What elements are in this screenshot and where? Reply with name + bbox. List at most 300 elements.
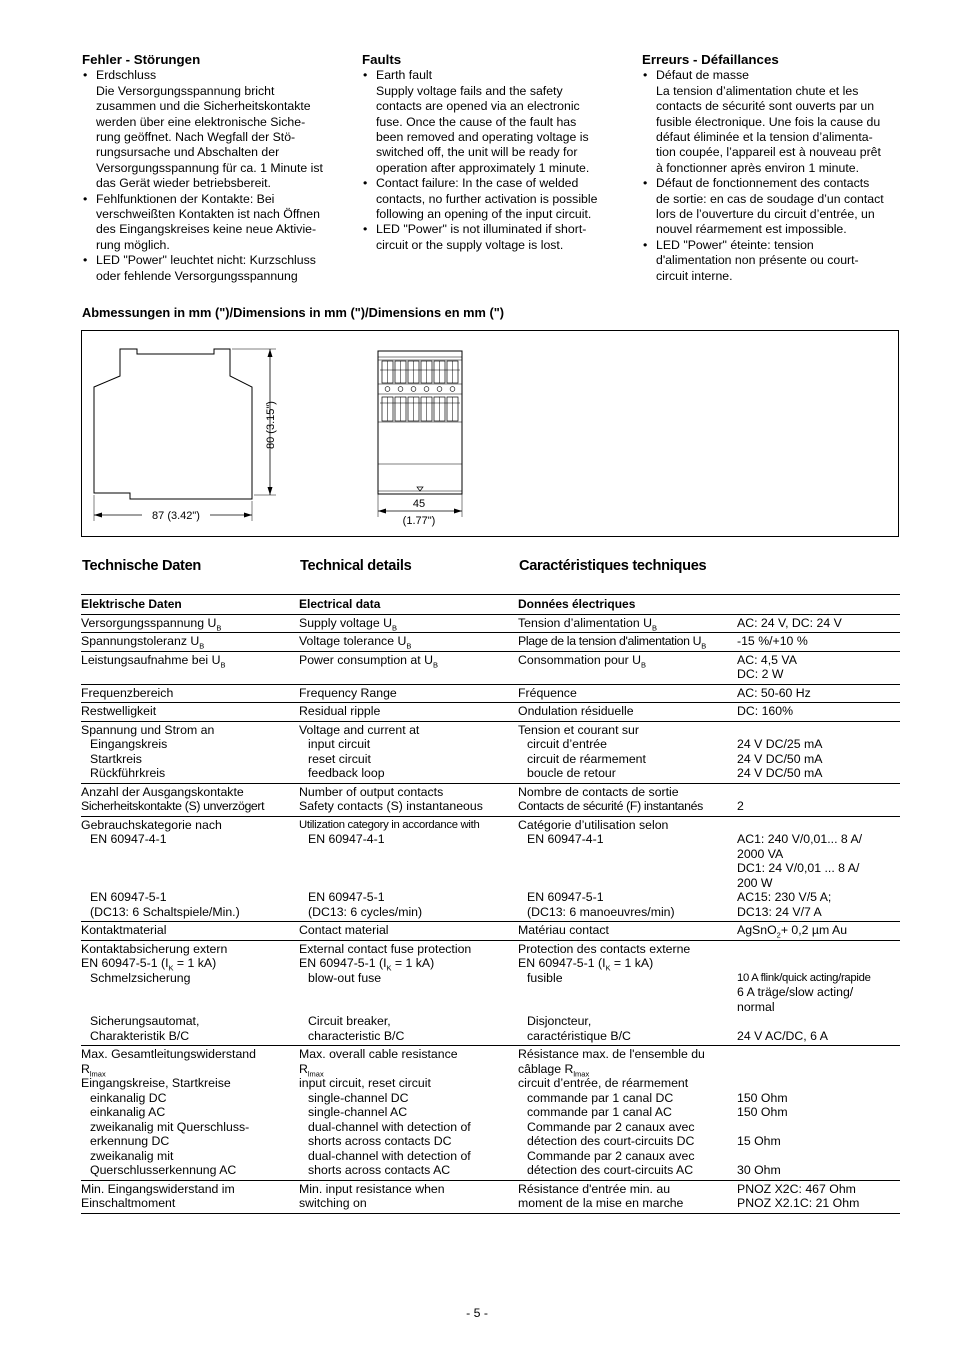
dimensions-title: Abmessungen in mm (")/Dimensions in mm (")/Dimensions en mm (") [82,305,505,320]
subscript: K [168,963,174,973]
fault-item-heading: • LED "Power" éteinte: tension [656,237,814,252]
cell-line: DC1: 24 V/0,01 ... 8 A/ [737,861,860,875]
faults-column-de [82,52,352,284]
cell-line: erkennung DC [90,1134,170,1148]
cell-line: Leistungsaufnahme bei $U_B$ [81,652,226,669]
cell-line [518,847,737,862]
cell-line: normal [737,999,775,1014]
table-cell [81,816,299,922]
dimension-drawing-svg [82,331,900,538]
cell-line: EN 60947-5-1 ($I_K = 1$ kA) [81,956,217,973]
cell-line [299,861,518,876]
table-cell [299,651,518,684]
dimensions-drawing [81,330,899,537]
technical-data-table [81,594,900,1214]
cell-line: circuit de réarmement [527,751,646,766]
cell-line: Voltage tolerance $U_B$ [299,634,412,651]
fault-item-text: fuse. Once the cause of the fault has [376,114,577,129]
cell-line: PNOZ X2.1C: 21 Ohm [737,1196,860,1210]
cell-line [81,1000,299,1015]
cell-line [737,1149,900,1164]
cell-line: 24 V AC/DC, 6 A [737,1028,828,1043]
cell-line: Tension d’alimentation $U_B$ [518,615,657,632]
cell-line: Min. Eingangswiderstand im [81,1181,235,1196]
table-row [81,721,900,783]
page-number: - 5 - [466,1306,488,1320]
cell-line [518,985,737,1000]
cell-line: commande par 1 canal AC [527,1105,672,1119]
cell-line: 30 Ohm [737,1163,781,1177]
table-cell [737,940,900,1046]
fault-item-heading: • Défaut de fonctionnement des contacts [656,176,870,191]
table-cell [81,721,299,783]
fault-item-text: following an opening of the input circuit. [376,207,592,222]
table-cell [518,651,737,684]
fault-item [362,222,632,253]
fault-item-text: circuit or the supply voltage is lost. [376,237,564,252]
cell-line: Startkreis [90,751,142,766]
fault-item-heading: • Earth fault [376,68,433,83]
cell-line: AC15: 230 V/5 A; [737,890,832,904]
cell-line [299,985,518,1000]
subscript: B [406,641,412,651]
fault-item-text: contacts de sécurité sont ouverts par un [656,99,875,114]
table-row [81,684,900,703]
fault-item-text: switched off, the unit will be ready for [376,145,578,160]
table-header-row [81,595,900,615]
fault-item [82,68,352,191]
subscript: K [605,963,611,973]
table-cell [81,922,299,941]
cell-line: $R_{lmax}$ [81,1061,106,1078]
fault-item-text: rungsursache und Abschalten der [96,145,280,160]
table-cell [737,703,900,722]
table-cell [518,684,737,703]
fault-item-text: de sortie: en cas de soudage d’un contact [656,191,884,206]
cell-line: EN 60947-5-1 ($I_K = 1$ kA) [299,956,435,973]
cell-line: Sicherheitskontakte (S) unverzögert [81,799,265,813]
fault-item-text: Die Versorgungsspannung bricht [96,83,275,98]
cell-line: détection des court-circuits AC [527,1163,694,1177]
cell-line [737,1062,900,1077]
cell-line: EN 60947-5-1 [527,890,604,904]
table-row [81,614,900,633]
cell-line: Spannungstoleranz $U_B$ [81,634,205,651]
cell-line: Electrical data [299,597,381,611]
cell-line: single-channel DC [308,1090,409,1105]
cell-line: einkanalig DC [90,1090,167,1105]
top-terminals [380,361,460,383]
table-cell [299,684,518,703]
cell-line: EN 60947-5-1 ($I_K = 1$ kA) [518,956,654,973]
fault-item-text: zusammen und die Sicherheitskontakte [96,99,311,114]
subscript: B [220,659,226,669]
table-cell [299,614,518,633]
subscript: lmax [307,1068,324,1078]
cell-line: Spannung und Strom an [81,722,215,737]
cell-line: AC1: 240 V/0,01... 8 A/ [737,832,863,846]
fault-item-text: défaut éliminée et la tension d’alimenta- [656,130,873,145]
technical-data-body [81,595,900,1214]
width-dimension-label: 45 [412,498,426,510]
subscript: B [216,622,222,632]
table-cell [518,595,737,615]
fault-item-text: contacts are opened via an electronic [376,99,580,114]
cell-line: AC: 50-60 Hz [737,685,811,700]
cell-line [737,1076,900,1091]
cell-line: EN 60947-5-1 [308,890,385,904]
table-cell [518,614,737,633]
cell-line: 15 Ohm [737,1134,781,1148]
cell-line: blow-out fuse [308,970,382,985]
cell-line: AgSnO$_2$+ 0,2 µm Au [737,923,848,940]
fault-item [362,68,632,176]
cell-line: Rückführkreis [90,766,166,780]
table-cell [81,633,299,652]
cell-line: $R_{lmax}$ [299,1061,324,1078]
fault-item-text: contacts, no further activation is possible [376,191,598,206]
subscript: lmax [573,1068,590,1078]
table-cell [81,651,299,684]
housing-front-view [378,351,462,494]
table-cell [81,614,299,633]
cell-line [81,861,299,876]
fault-item-heading: • Erdschluss [96,68,157,83]
cell-line: (DC13: 6 manoeuvres/min) [527,904,675,919]
cell-line: shorts across contacts DC [308,1134,452,1148]
fault-item-text: circuit interne. [656,268,733,283]
cell-line: zweikanalig mit Querschluss- [90,1119,250,1134]
cell-line [81,876,299,891]
table-row [81,816,900,922]
subscript: B [651,622,657,632]
cell-line [81,847,299,862]
cell-line: EN 60947-4-1 [527,832,604,846]
table-cell [81,595,299,615]
cell-line: Plage de la tension d'alimentation $U_B$ [518,634,706,651]
cell-line: Utilization category in accordance with [299,818,480,831]
table-row [81,922,900,941]
cell-line: Max. overall cable resistance [299,1047,458,1061]
fault-item-text: nouvel réarmement est impossible. [656,222,847,237]
table-cell [737,651,900,684]
subscript: 2 [776,930,781,940]
cell-line: commande par 1 canal DC [527,1090,674,1105]
subscript: B [391,622,397,632]
height-dimension-label: 80 (3.15") [265,401,277,449]
fault-item [82,253,352,284]
depth-dimension-label: 87 (3.42") [152,510,200,522]
cell-line: Commande par 2 canaux avec [527,1119,695,1134]
cell-line: Supply voltage $U_B$ [299,615,397,632]
fault-item-heading: • Fehlfunktionen der Kontakte: Bei [96,191,275,206]
cell-line: moment de la mise en marche [518,1196,684,1210]
cell-line: 10 A flink/quick acting/rapide [737,971,871,984]
cell-line: Ondulation résiduelle [518,704,634,718]
cell-line: Circuit breaker, [308,1014,391,1028]
cell-line: einkanalig AC [90,1105,166,1119]
fault-item-text: lors de l’ouverture du circuit d’entrée, un [656,207,875,222]
table-cell [81,1180,299,1213]
subscript: lmax [89,1068,106,1078]
faults-title-fr: Erreurs - Défaillances [642,52,779,67]
cell-line: Fréquence [518,685,577,700]
cell-line: shorts across contacts AC [308,1163,451,1177]
fault-item-text: rung geöffnet. Nach Wegfall der Stö- [96,130,296,145]
fault-item-text: verschweißten Kontakten ist nach Öffnen [96,207,320,222]
table-cell [81,1046,299,1181]
fault-item [642,176,912,238]
cell-line: 24 V DC/50 mA [737,751,823,766]
cell-line: Einschaltmoment [81,1196,176,1210]
cell-line: Querschlusserkennung AC [90,1163,237,1177]
cell-line: Kontaktabsicherung extern [81,941,228,956]
tech-title-de: Technische Daten [82,558,202,574]
faults-list-fr [642,68,912,284]
cell-line: Residual ripple [299,704,381,718]
cell-line: Consommation pour $U_B$ [518,652,647,669]
cell-line: Contacts de sécurité (F) instantanés [518,799,703,813]
cell-line: AC: 24 V, DC: 24 V [737,615,842,630]
subscript: B [701,641,706,651]
cell-line [737,723,900,738]
fault-item-text: d'alimentation non présente ou court- [656,253,859,268]
cell-line: EN 60947-5-1 [90,890,167,904]
table-cell [81,703,299,722]
cell-line: DC: 160% [737,704,794,718]
table-cell [81,684,299,703]
cell-line: Frequency Range [299,685,397,700]
cell-line: Frequenzbereich [81,685,174,700]
cell-line: 6 A träge/slow acting/ [737,985,854,999]
faults-list-de [82,68,352,284]
cell-line: input circuit [308,737,371,751]
cell-line [299,876,518,891]
cell-line: Number of output contacts [299,784,444,799]
cell-line: détection des court-circuits DC [527,1134,695,1148]
fault-item-text: operation after approximately 1 minute. [376,160,590,175]
cell-line: characteristic B/C [308,1028,405,1043]
cell-line: 200 W [737,875,773,890]
cell-line: caractéristique B/C [527,1028,631,1043]
cell-line [737,942,900,957]
cell-line: dual-channel with detection of [308,1148,471,1163]
cell-line: 150 Ohm [737,1090,788,1105]
fault-item-text: à fonctionner après environ 1 minute. [656,160,860,175]
terminal-screws [385,387,455,392]
fault-item-heading: • LED "Power" is not illuminated if short- [376,222,587,237]
cell-line: Sicherungsautomat, [90,1014,200,1028]
table-cell [299,940,518,1046]
cell-line [299,847,518,862]
cell-line: feedback loop [308,766,385,780]
cell-line: Kontaktmaterial [81,923,167,937]
cell-line: DC13: 24 V/7 A [737,904,822,919]
cell-line: dual-channel with detection of [308,1119,471,1134]
table-cell [737,633,900,652]
faults-title-en: Faults [362,52,402,67]
cell-line: circuit d’entrée, de réarmement [518,1076,689,1090]
table-cell [299,816,518,922]
table-cell [518,816,737,922]
cell-line: Anzahl der Ausgangskontakte [81,784,244,799]
cell-line: Catégorie d’utilisation selon [518,817,669,832]
cell-line: Disjoncteur, [527,1014,592,1028]
fault-item-text: been removed and operating voltage is [376,130,589,145]
cell-line: switching on [299,1196,367,1210]
housing-side-view [94,349,252,499]
cell-line: Max. Gesamtleitungswiderstand [81,1047,256,1061]
table-cell [299,595,518,615]
table-cell [518,1046,737,1181]
fault-item [362,176,632,222]
cell-line: Versorgungsspannung $U_B$ [81,615,222,632]
cell-line: reset circuit [308,751,371,766]
fault-item-text: rung möglich. [96,237,170,252]
cell-line: circuit d’entrée [527,737,607,751]
cell-line: 2000 VA [737,846,784,861]
table-cell [299,703,518,722]
cell-line: câblage $R_{lmax}$ [518,1061,590,1078]
fault-item-text: Versorgungsspannung für ca. 1 Minute ist [96,160,323,175]
subscript: B [199,641,205,651]
cell-line: Résistance d'entrée min. au [518,1181,671,1196]
cell-line: 2 [737,799,744,813]
table-cell [737,1180,900,1213]
cell-line: boucle de retour [527,766,616,780]
faults-title-de: Fehler - Störungen [82,52,201,67]
table-cell [737,922,900,941]
cell-line: Contact material [299,923,389,937]
table-cell [737,595,900,615]
cell-line [737,597,900,612]
table-row [81,633,900,652]
cell-line: Résistance max. de l'ensemble du [518,1047,705,1061]
cell-line: (DC13: 6 Schaltspiele/Min.) [90,904,240,919]
table-cell [518,922,737,941]
cell-line: Gebrauchskategorie nach [81,817,222,832]
cell-line: Charakteristik B/C [90,1028,190,1043]
fault-item-text: Supply voltage fails and the safety [376,83,563,98]
cell-line: Voltage and current at [299,722,420,737]
table-row [81,703,900,722]
cell-line [737,956,900,971]
fault-item [642,68,912,176]
table-cell [518,1180,737,1213]
cell-line: EN 60947-4-1 [308,832,385,846]
table-cell [299,721,518,783]
cell-line: Nombre de contacts de sortie [518,784,679,799]
cell-line: (DC13: 6 cycles/min) [308,904,423,919]
table-cell [299,1046,518,1181]
table-cell [737,721,900,783]
table-cell [518,783,737,816]
cell-line: Données électriques [518,597,636,611]
cell-line: AC: 4,5 VA [737,652,797,667]
fault-item-text: fusible électronique. Une fois la cause du [656,114,881,129]
table-row [81,1180,900,1213]
table-row [81,783,900,816]
cell-line [518,861,737,876]
fault-item-text: oder fehlende Versorgungsspannung [96,268,298,283]
table-cell [81,783,299,816]
fault-item-heading: • Défaut de masse [656,68,749,83]
cell-line: Commande par 2 canaux avec [527,1148,695,1163]
cell-line [737,1047,900,1062]
subscript: B [432,659,438,669]
cell-line [737,785,900,800]
cell-line: single-channel AC [308,1105,408,1119]
cell-line: -15 %/+10 % [737,634,808,648]
table-cell [299,783,518,816]
cell-line: Min. input resistance when [299,1181,445,1196]
cell-line [737,818,900,833]
table-row [81,1046,900,1181]
tech-title-en: Technical details [300,558,412,574]
tech-title-fr: Caractéristiques techniques [519,558,707,574]
fault-item [82,192,352,254]
subscript: K [386,963,392,973]
cell-line [299,1000,518,1015]
cell-line: 24 V DC/25 mA [737,737,823,751]
fault-item [642,238,912,284]
cell-line: Eingangskreise, Startkreise [81,1076,231,1090]
bottom-terminals [380,397,460,421]
table-cell [299,633,518,652]
table-cell [299,922,518,941]
table-cell [81,940,299,1046]
table-cell [737,684,900,703]
table-cell [518,940,737,1046]
cell-line: Restwelligkeit [81,704,157,718]
fault-item-text: La tension d’alimentation chute et les [656,83,859,98]
subscript: B [641,659,647,669]
table-cell [737,1046,900,1181]
cell-line: Eingangskreis [90,737,168,751]
table-cell [737,816,900,922]
cell-line [737,1120,900,1135]
cell-line: 24 V DC/50 mA [737,766,823,780]
width-dimension-label-inch: (1.77") [402,515,436,527]
table-cell [518,633,737,652]
cell-line: zweikanalig mit [90,1148,174,1163]
table-row [81,940,900,1046]
cell-line: Matériau contact [518,923,609,937]
cell-line [737,1014,900,1029]
fault-item-text: tion coupée, l’appareil est à nouveau prêt [656,145,881,160]
cell-line: Tension et courant sur [518,722,639,737]
cell-line: Protection des contacts externe [518,941,691,956]
table-cell [737,783,900,816]
cell-line: DC: 2 W [737,667,784,681]
fault-item-heading: • LED "Power" leuchtet nicht: Kurzschluss [96,253,316,268]
cell-line: Power consumption at $U_B$ [299,652,438,669]
fault-item-heading: • Contact failure: In the case of welded [376,176,579,191]
faults-column-fr [642,52,912,284]
cell-line: Elektrische Daten [81,597,182,611]
cell-line: input circuit, reset circuit [299,1076,431,1090]
cell-line: fusible [527,970,563,985]
faults-column-en [362,52,632,253]
cell-line [518,1000,737,1015]
cell-line: EN 60947-4-1 [90,832,167,846]
cell-line [81,985,299,1000]
table-cell [518,721,737,783]
cell-line: 150 Ohm [737,1105,788,1119]
fault-item-text: des Eingangskreises keine neue Aktivie- [96,222,317,237]
table-row [81,651,900,684]
cell-line [518,876,737,891]
